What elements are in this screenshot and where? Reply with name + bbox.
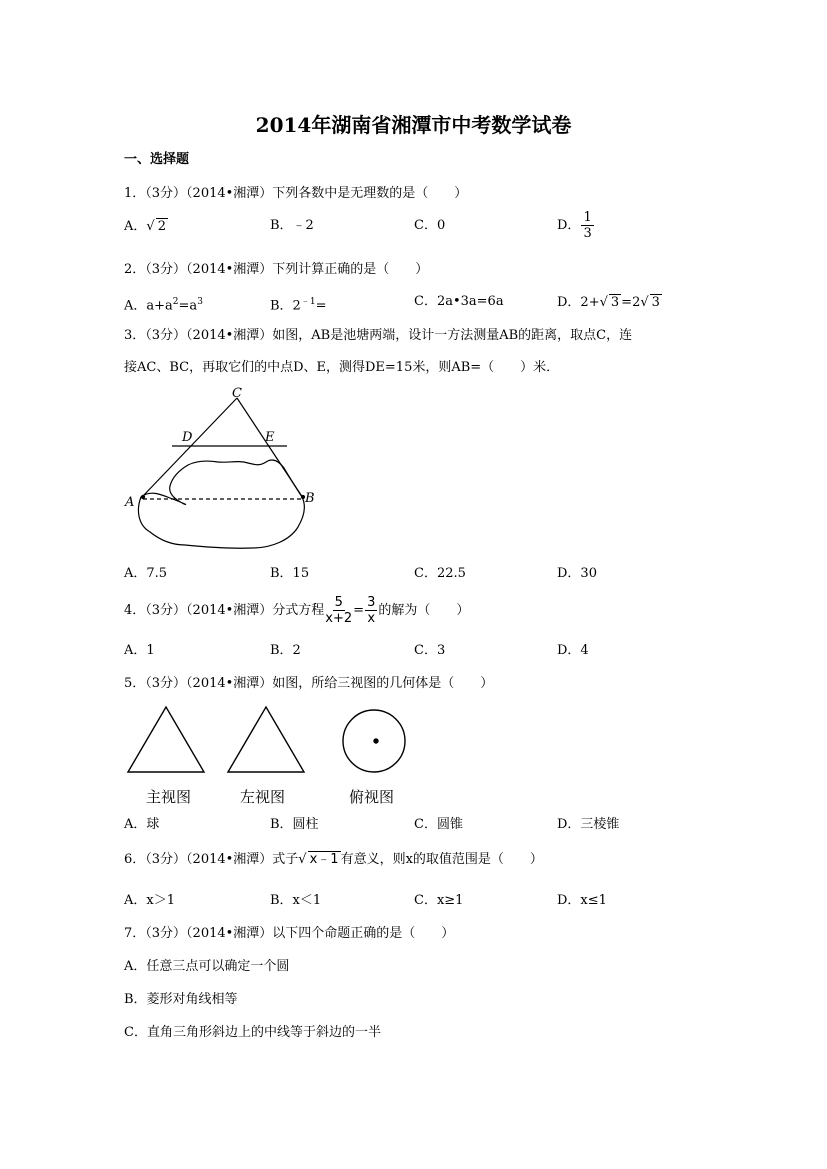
q7-option-c: C．直角三角形斜边上的中线等于斜边的一半 [124,1025,381,1040]
exponent: 3 [197,297,203,307]
q7-option-a: A．任意三点可以确定一个圆 [124,959,290,974]
expr-part: D．2+ [557,295,600,310]
q1-option-c: C．0 [414,218,446,233]
numerator: 5 [334,595,343,610]
option-label: D． [557,218,581,233]
numerator: 1 [583,210,592,225]
sqrt-expression: √ 3 [640,295,660,310]
top-view-caption: 俯视图 [349,788,395,806]
q3-option-a: A．7.5 [124,566,168,581]
exponent: 2 [172,297,179,307]
q5-option-a: A．球 [124,817,160,832]
q5-option-c: C．圆锥 [414,817,463,832]
q4-option-c: C．3 [414,643,446,658]
denominator: x [367,611,376,626]
stem-text: 的解为（ ） [378,603,470,618]
expr-part: B．2 [270,298,301,314]
radicand: 2 [157,219,166,234]
stem-text: 有意义，则x的取值范围是（ ） [340,852,543,867]
option-label: A． [124,219,147,234]
q3-option-d: D．30 [557,566,597,581]
radicand: x﹣1 [309,852,339,867]
question-3-stem-line1: 3．（3分）（2014•湘潭）如图，AB是池塘两端，设计一方法测量AB的距离，取点C，连 [124,328,633,343]
q7-option-b: B．菱形对角线相等 [124,992,238,1007]
q5-option-d: D．三棱锥 [557,817,620,832]
stem-text: 6．（3分）（2014•湘潭）式子 [124,852,299,867]
expr-part: =a [178,298,198,314]
numerator: 3 [367,595,376,610]
label-d: D [182,430,193,445]
sqrt-expression: √ 2 [146,219,166,234]
question-1-stem: 1．（3分）（2014•湘潭）下列各数中是无理数的是（ ） [124,186,468,201]
label-e: E [265,430,275,445]
q4-option-a: A．1 [124,643,155,658]
label-b: B [305,491,315,506]
q2-option-c: C．2a•3a=6a [414,294,504,309]
expr-part: = [315,298,327,314]
denominator: x+2 [325,611,353,626]
section-heading: 一、选择题 [124,152,190,167]
q3-option-b: B．15 [270,566,310,581]
question-6-stem [124,851,543,868]
q6-option-d: D．x≤1 [557,893,607,908]
stem-text: 4．（3分）（2014•湘潭）分式方程 [124,603,325,618]
sqrt-expression: √ x﹣1 [298,852,339,867]
side-view-caption: 左视图 [240,788,286,806]
radicand: 3 [610,295,620,310]
label-c: C [232,386,242,401]
q4-option-b: B．2 [270,643,301,658]
q4-option-d: D．4 [557,643,589,658]
radicand: 3 [651,295,660,310]
q5-option-b: B．圆柱 [270,817,319,832]
denominator: 3 [583,226,592,241]
q6-option-b: B．x＜1 [270,893,322,908]
q6-option-c: C．x≥1 [414,893,464,908]
page-title: 2014年湖南省湘潭市中考数学试卷 [255,113,572,137]
expr-part: =2 [621,295,641,310]
q1-option-b: B．﹣2 [270,218,314,233]
question-7-stem: 7．（3分）（2014•湘潭）以下四个命题正确的是（ ） [124,926,455,941]
question-5-stem: 5．（3分）（2014•湘潭）如图，所给三视图的几何体是（ ） [124,676,494,691]
label-a: A [125,495,135,510]
equals-sign: = [353,603,365,618]
q6-option-a: A．x＞1 [124,893,175,908]
front-view-caption: 主视图 [146,788,192,806]
exponent: ﹣1 [300,297,316,307]
question-2-stem: 2．（3分）（2014•湘潭）下列计算正确的是（ ） [124,262,429,277]
q3-option-c: C．22.5 [414,566,466,581]
question-3-stem-line2: 接AC、BC，再取它们的中点D、E，测得DE=15米，则AB=（ ）米． [124,360,560,375]
expr-part: A．a+a [124,298,173,314]
sqrt-expression: √ 3 [599,295,620,310]
